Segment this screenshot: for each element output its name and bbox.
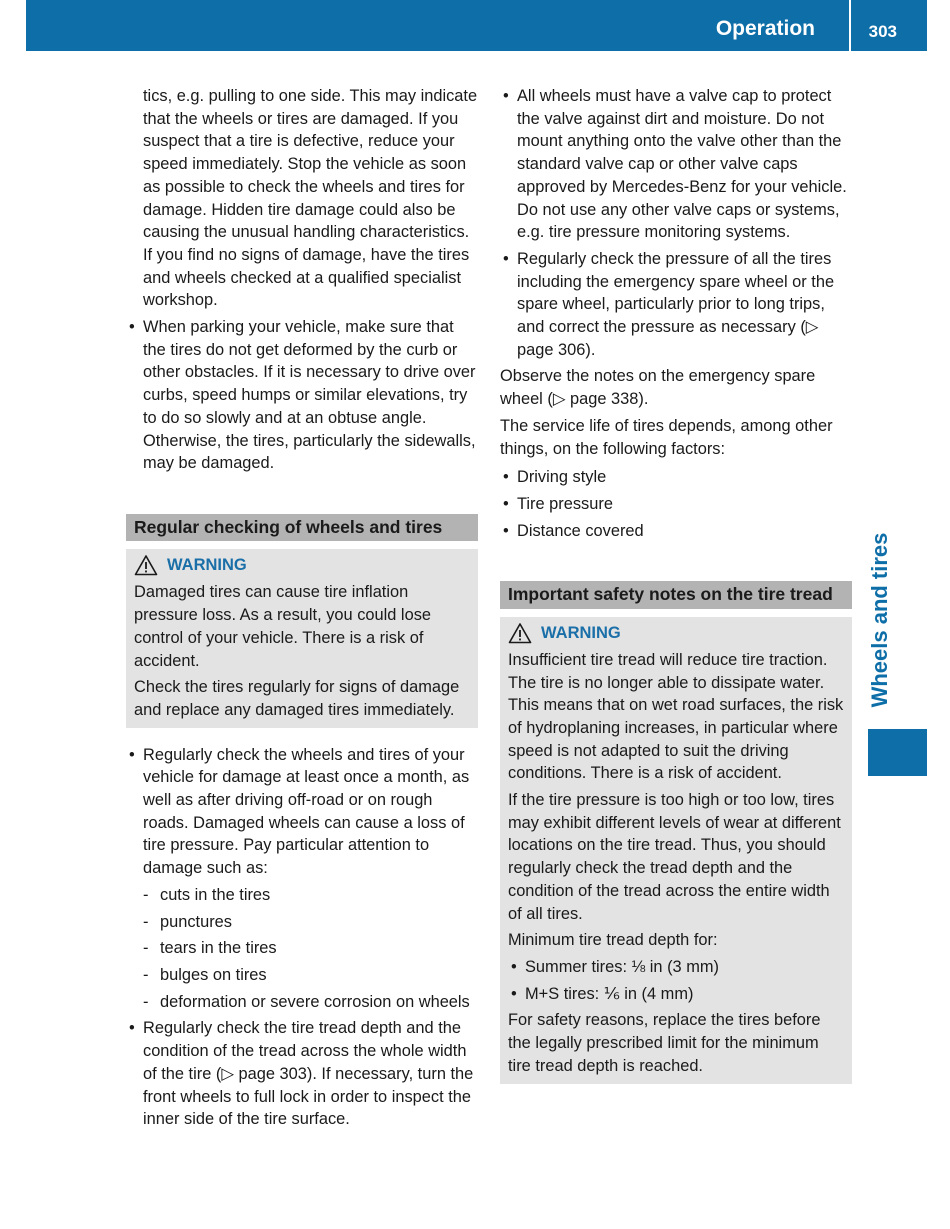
valve-bullet-list bbox=[500, 85, 852, 361]
header-divider bbox=[849, 0, 851, 51]
continued-bullet-text: tics, e.g. pulling to one side. This may indicate that the wheels or tires are damaged. If you suspect that a tire is defective, reduce your speed immediately. Stop the vehicle as soon as possible to check the wheels and tires for damage. Hidden tire damage could also be causing the unusual handling characteristics. If you find no signs of damage, have the tires and wheels checked at a qualified specialist workshop. bbox=[143, 87, 478, 310]
page-header bbox=[26, 0, 927, 51]
factors-list bbox=[500, 466, 852, 542]
warning-text-4: For safety reasons, replace the tires before the legally prescribed limit for the minimum tire tread depth is reached. bbox=[508, 1011, 821, 1075]
factor-item: • Distance covered bbox=[500, 520, 852, 543]
factor-item: • Driving style bbox=[500, 466, 852, 489]
spare-wheel-note: Observe the notes on the emergency spare wheel (▷ page 338). bbox=[500, 367, 816, 409]
warning-label: WARNING bbox=[167, 556, 247, 575]
service-life-intro: The service life of tires depends, among other things, on the following factors: bbox=[500, 416, 833, 458]
check-bullet-list bbox=[126, 744, 478, 1131]
tread-depth-item: • M+S tires: ⅙ in (4 mm) bbox=[508, 983, 844, 1006]
bullet-tread-depth: • Regularly check the tire tread depth and the condition of the tread across the whole width of the tire (▷ page 303). If necessary, turn the front wheels to full lock in order to inspect the inner side of the tire surface. bbox=[126, 1017, 478, 1131]
damage-item: - punctures bbox=[143, 911, 478, 934]
bullet-tire-pressure: • Regularly check the pressure of all the tires including the emergency spare wheel or the spare wheel, particularly prior to long trips, and correct the pressure as necessary (▷ page 306). bbox=[500, 248, 852, 362]
warning-text-2: If the tire pressure is too high or too low, tires may exhibit different levels of wear at different locations on the tire tread. Thus, you should regularly check the tread depth and the condition of the tread across the entire width of all tires. bbox=[508, 791, 841, 923]
side-tab bbox=[862, 520, 898, 720]
page-number: 303 bbox=[868, 22, 897, 41]
warning-triangle-icon bbox=[134, 554, 158, 576]
section-heading-tire-tread: Important safety notes on the tire tread bbox=[500, 581, 852, 609]
factor-item: • Tire pressure bbox=[500, 493, 852, 516]
warning-text-1: Insufficient tire tread will reduce tire traction. The tire is no longer able to dissipate water. This means that on wet road surfaces, the risk of hydroplaning increases, in particular where speed is not adapted to suit the driving conditions. There is a risk of accident. bbox=[508, 650, 844, 783]
warning-triangle-icon bbox=[508, 622, 532, 644]
tread-depth-list bbox=[508, 956, 844, 1005]
bullet-check-text: Regularly check the wheels and tires of your vehicle for damage at least once a month, as well as after driving off-road or on rough roads. Damaged wheels can cause a loss of tire pressure. Pay particular attention to damage such as: bbox=[143, 745, 470, 878]
warning-box-tire-tread bbox=[500, 617, 852, 1084]
warning-title bbox=[508, 621, 844, 645]
left-column bbox=[126, 85, 478, 1135]
warning-label: WARNING bbox=[541, 623, 621, 642]
side-tab-label: Wheels and tires bbox=[867, 532, 892, 708]
warning-title bbox=[134, 553, 470, 577]
side-tab-marker bbox=[868, 729, 927, 776]
damage-item: - bulges on tires bbox=[143, 964, 478, 987]
warning-text-1: Damaged tires can cause tire inflation pressure loss. As a result, you could lose control of your vehicle. There is a risk of accident. bbox=[134, 583, 431, 670]
tread-depth-item: • Summer tires: ⅛ in (3 mm) bbox=[508, 956, 844, 979]
section-heading-regular-checking: Regular checking of wheels and tires bbox=[126, 514, 478, 542]
warning-text-2: Check the tires regularly for signs of damage and replace any damaged tires immediately. bbox=[134, 678, 460, 719]
damage-item: - cuts in the tires bbox=[143, 884, 478, 907]
damage-item: - tears in the tires bbox=[143, 937, 478, 960]
warning-box-damaged-tires bbox=[126, 549, 478, 727]
right-column bbox=[500, 85, 852, 1084]
bullet-valve-cap: • All wheels must have a valve cap to protect the valve against dirt and moisture. Do not mount anything onto the valve other than the standard valve cap or other valve caps approved by Mercedes-Benz for your vehicle. Do not use any other valve caps or systems, e.g. tire pressure monitoring systems. bbox=[500, 85, 852, 244]
bullet-parking: • When parking your vehicle, make sure that the tires do not get deformed by the curb or other obstacles. If it is necessary to drive over curbs, speed humps or similar elevations, try to do so slowly and at an obtuse angle. Otherwise, the tires, particularly the sidewalls, may be damaged. bbox=[126, 316, 478, 475]
parking-bullet-list bbox=[126, 316, 478, 475]
damage-list bbox=[143, 884, 478, 1014]
damage-item: - deformation or severe corrosion on wheels bbox=[143, 991, 478, 1014]
warning-text-3: Minimum tire tread depth for: bbox=[508, 931, 718, 950]
header-section-title: Operation bbox=[715, 17, 815, 40]
bullet-check-wheels bbox=[126, 744, 478, 1014]
